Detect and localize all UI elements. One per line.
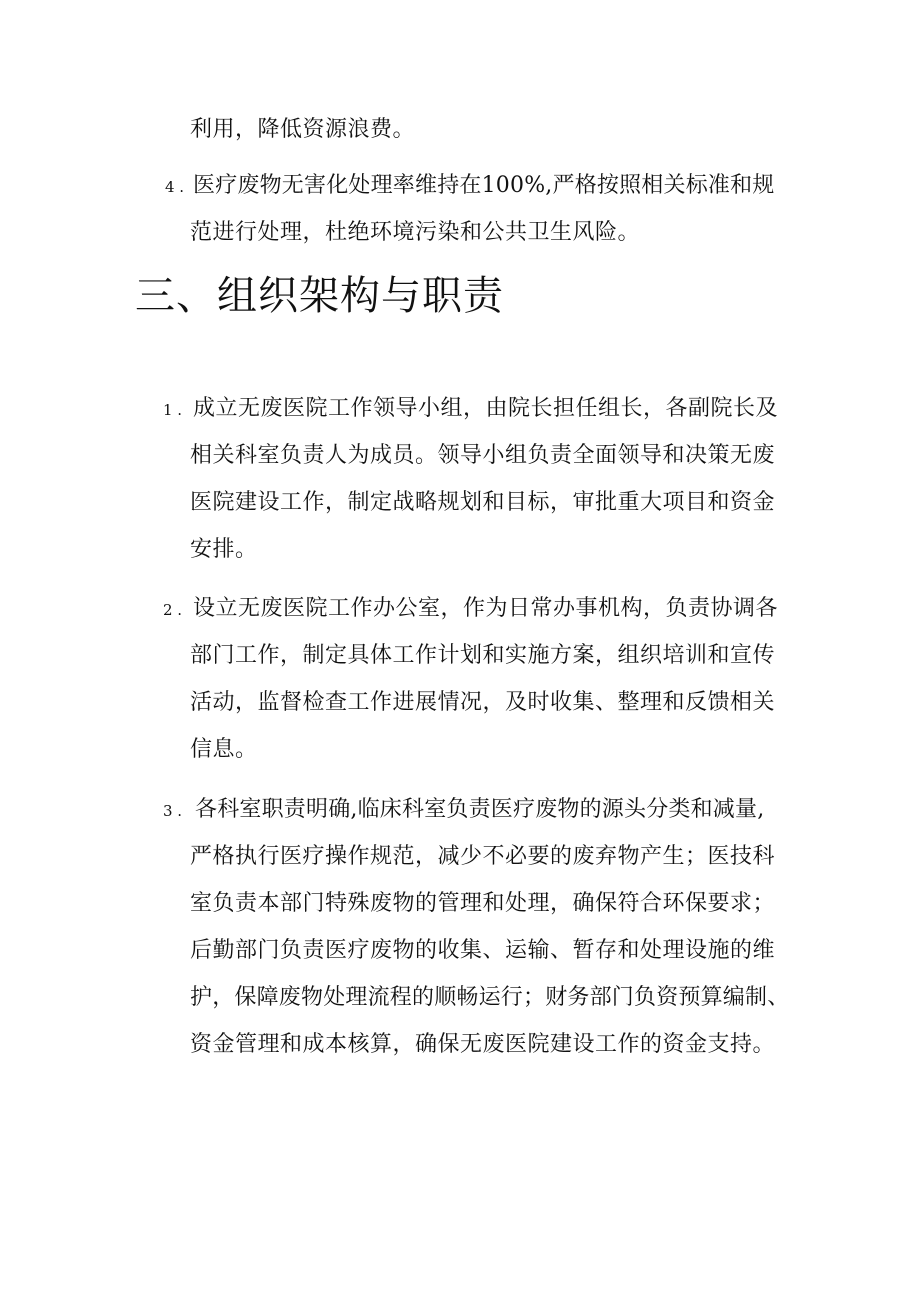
item-number-1: 1 . bbox=[163, 401, 183, 419]
item-2-line-3: 活动，监督检查工作进展情况，及时收集、整理和反馈相关 bbox=[190, 690, 776, 715]
item-2-line-2: 部门工作，制定具体工作计划和实施方案，组织培训和宣传 bbox=[190, 643, 776, 668]
item-3-line-2: 严格执行医疗操作规范，减少不必要的废弃物产生；医技科 bbox=[190, 844, 776, 869]
item-2-line-1: 设立无废医院工作办公室，作为日常办事机构，负责协调各 bbox=[193, 596, 779, 621]
continuation-line: 利用，降低资源浪费。 bbox=[190, 117, 416, 142]
item-1-line-4: 安排。 bbox=[190, 537, 258, 562]
item-number-3: 3 . bbox=[163, 802, 183, 820]
item-4-line-1: 医疗废物无害化处理率维持在100%,严格按照相关标准和规 bbox=[193, 173, 775, 198]
item-1-line-1: 成立无废医院工作领导小组，由院长担任组长，各副院长及 bbox=[193, 396, 779, 421]
item-number-4: 4 . bbox=[165, 178, 185, 196]
item-1-line-2: 相关科室负责人为成员。领导小组负责全面领导和决策无废 bbox=[190, 443, 776, 468]
item-3-line-4: 后勤部门负责医疗废物的收集、运输、暂存和处理设施的维 bbox=[190, 938, 776, 963]
item-3-line-3: 室负责本部门特殊废物的管理和处理，确保符合环保要求； bbox=[190, 891, 776, 916]
item-3-line-5: 护，保障废物处理流程的顺畅运行；财务部门负资预算编制、 bbox=[190, 985, 790, 1010]
section-heading: 三、组织架构与职责 bbox=[135, 273, 504, 319]
item-2-line-4: 信息。 bbox=[190, 737, 258, 762]
item-3-line-1: 各科室职责明确,临床科室负责医疗废物的源头分类和减量, bbox=[195, 797, 765, 822]
item-3-line-6: 资金管理和成本核算，确保无废医院建设工作的资金支持。 bbox=[190, 1032, 776, 1057]
item-1-line-3: 医院建设工作，制定战略规划和目标，审批重大项目和资金 bbox=[190, 490, 776, 515]
item-number-2: 2 . bbox=[163, 601, 183, 619]
item-4-line-2: 范进行处理，杜绝环境污染和公共卫生风险。 bbox=[190, 220, 641, 245]
